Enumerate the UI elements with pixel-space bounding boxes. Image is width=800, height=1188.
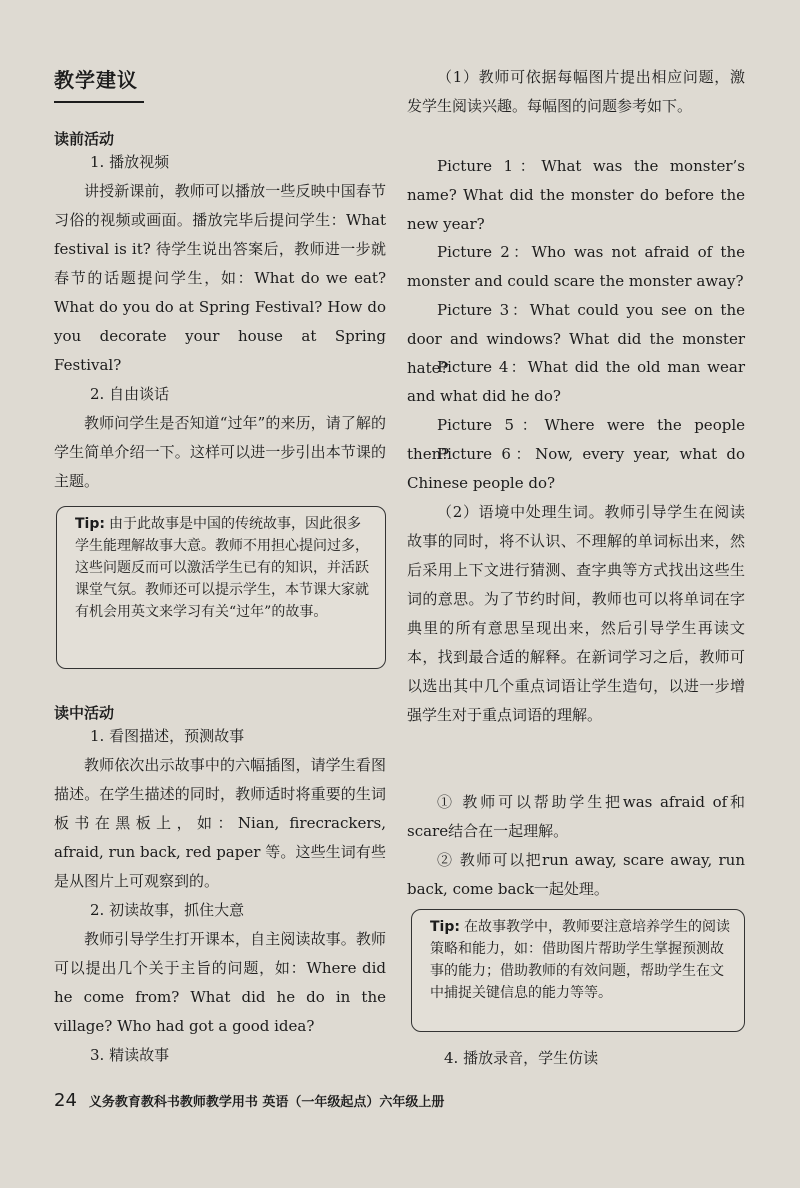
while-activity-2-title: 2. 初读故事，抓住大意: [90, 901, 245, 919]
while-reading-heading: 读中活动: [54, 704, 115, 722]
pre-activity-1-text: 讲授新课前，教师可以播放一些反映中国春节习俗的视频或画面。播放完毕后提问学生：What festival is it? 待学生说出答案后，教师进一步就春节的话题提问学生，如：What do we eat? What do you do at Spring Festival? How do you decorate your house at Spring Festival?: [54, 182, 386, 374]
vocab-note-2: ② 教师可以把run away, scare away, run back, come back一起处理。: [407, 851, 745, 898]
page-footer: [54, 1090, 444, 1111]
picture-6-question: Picture 6：Now, every year, what do Chinese people do?: [407, 445, 745, 492]
tip-label: Tip:: [430, 919, 460, 935]
page-number: 24: [54, 1090, 77, 1111]
while-activity-1-title: 1. 看图描述，预测故事: [90, 727, 245, 745]
pre-activity-2-text: 教师问学生是否知道“过年”的来历，请了解的学生简单介绍一下。这样可以进一步引出本节课的主题。: [54, 414, 386, 490]
picture-1-question: Picture 1：What was the monster’s name? What did the monster do before the new year?: [407, 157, 745, 233]
pre-activity-2-title: 2. 自由谈话: [90, 385, 170, 403]
picture-5-question: Picture 5：Where were the people then?: [407, 416, 745, 463]
picture-4-question: Picture 4：What did the old man wear and what did he do?: [407, 358, 745, 405]
picture-3-question: Picture 3：What could you see on the door and windows? What did the monster hate?: [407, 301, 745, 377]
while-activity-3-title: 3. 精读故事: [90, 1046, 170, 1064]
pre-reading-heading: 读前活动: [54, 130, 115, 148]
step-4-title: 4. 播放录音，学生仿读: [444, 1049, 599, 1067]
while-activity-1-text: 教师依次出示故事中的六幅插图，请学生看图描述。在学生描述的同时，教师适时将重要的生词板书在黑板上，如：Nian, firecrackers, afraid, run back, red paper 等。这些生词有些是从图片上可观察到的。: [54, 756, 386, 890]
tip-box-1: [56, 506, 386, 669]
tip-text: 在故事教学中，教师要注意培养学生的阅读策略和能力，如：借助图片帮助学生掌握预测故事的能力；借助教师的有效问题，帮助学生在文中捕捉关键信息的能力等等。: [430, 919, 730, 1001]
tip-text: 由于此故事是中国的传统故事，因此很多学生能理解故事大意。教师不用担心提问过多，这些问题反而可以激活学生已有的知识，并活跃课堂气氛。教师还可以提示学生，本节课大家就有机会用英文来学习有关“过年”的故事。: [75, 516, 369, 620]
tip-box-2: [411, 909, 745, 1032]
picture-2-question: Picture 2：Who was not afraid of the monster and could scare the monster away?: [407, 243, 745, 290]
footer-book-title: 义务教育教科书教师教学用书 英语（一年级起点）六年级上册: [88, 1095, 445, 1110]
step-1-intro: （1）教师可依据每幅图片提出相应问题，激发学生阅读兴趣。每幅图的问题参考如下。: [407, 68, 745, 115]
vocab-note-1: ① 教师可以帮助学生把was afraid of和scare结合在一起理解。: [407, 793, 745, 840]
tip-label: Tip:: [75, 516, 105, 532]
step-2-vocabulary: （2）语境中处理生词。教师引导学生在阅读故事的同时，将不认识、不理解的单词标出来，然后采用上下文进行猜测、查字典等方式找出这些生词的意思。为了节约时间，教师也可以将单词在字典里的所有意思呈现出来，然后引导学生再读文本，找到最合适的解释。在新词学习之后，教师可以选出其中几个重点词语让学生造句，以进一步增强学生对于重点词语的理解。: [407, 503, 745, 724]
section-title: 教学建议: [54, 64, 144, 103]
pre-activity-1-title: 1. 播放视频: [90, 153, 170, 171]
while-activity-2-text: 教师引导学生打开课本，自主阅读故事。教师可以提出几个关于主旨的问题，如：Where did he come from? What did he do in the village? Who had got a good idea?: [54, 930, 386, 1035]
